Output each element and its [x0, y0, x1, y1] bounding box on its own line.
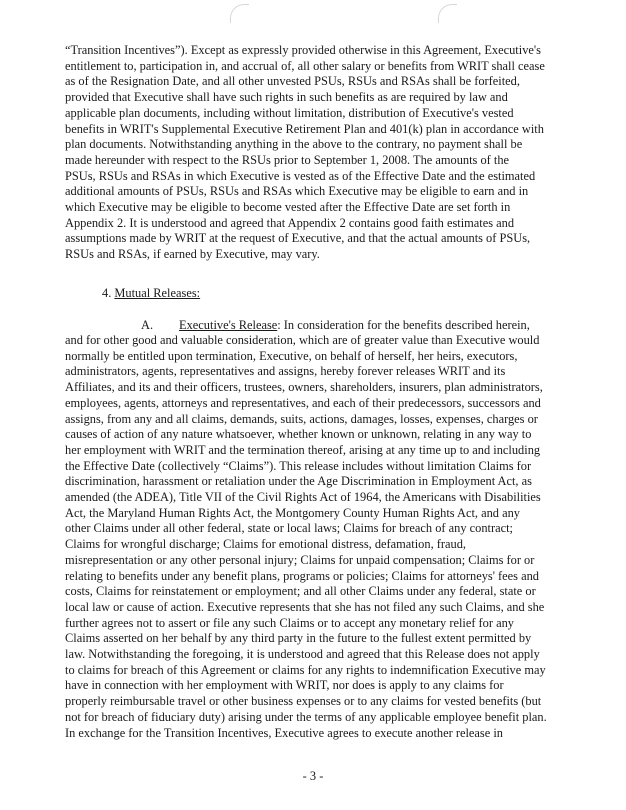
text-line: Act, the Maryland Human Rights Act, the Montgomery County Human Rights Act, and any — [65, 505, 520, 520]
text-line: assumptions made by WRIT at the request of Executive, and that the actual amounts of PSUs, — [65, 231, 531, 246]
text-line: and for other good and valuable consideration, which are of greater value than Executive would — [65, 333, 540, 347]
text-line: law. Notwithstanding the foregoing, it is understood and agreed that this Release does not apply — [65, 647, 540, 661]
text-line: “Transition Incentives”). Except as expressly provided otherwise in this Agreement, Executive's — [65, 43, 541, 57]
subsection-text: : In consideration for the benefits described herein, — [277, 318, 530, 332]
text-line: Claims for wrongful discharge; Claims for emotional distress, defamation, fraud, — [65, 537, 467, 552]
text-line: administrators, agents, representatives and assigns, hereby forever releases WRIT and its — [65, 364, 506, 379]
text-line: provided that Executive shall have such rights in such benefits as are required by law and — [65, 90, 508, 105]
text-line: properly reimbursable travel or other business expenses or to any claims for vested benefits (but — [65, 694, 542, 709]
text-line: assigns, from any and all claims, demands, suits, actions, damages, losses, expenses, charges or — [65, 411, 538, 426]
text-line: discrimination, harassment or retaliation under the Age Discrimination in Employment Act, as — [65, 474, 532, 489]
text-line: as of the Resignation Date, and all other unvested PSUs, RSUs and RSAs shall be forfeited, — [65, 74, 520, 89]
text-line: Affiliates, and its and their officers, trustees, owners, shareholders, insurers, plan administrators, — [65, 380, 543, 395]
text-line: employees, agents, attorneys and representatives, and each of their predecessors, successors and — [65, 395, 541, 410]
scan-mark — [438, 4, 457, 23]
section-heading — [102, 286, 200, 301]
text-line: costs, Claims for reinstatement or employment; and all other Claims under any federal, state or — [65, 584, 536, 599]
text-line: additional amounts of PSUs, RSUs and RSAs which Executive may be eligible to earn and in — [65, 184, 529, 199]
subsection-letter: A. — [141, 318, 154, 332]
subsection-title: Executive's Release — [179, 318, 278, 332]
page-number: - 3 - — [302, 769, 324, 783]
text-line: not for breach of fiduciary duty) arising under the terms of any applicable employee benefit plan. — [65, 709, 547, 724]
text-line: Claims asserted on her behalf by any third party in the future to the fullest extent permitted by — [65, 631, 532, 646]
text-line: PSUs, RSUs and RSAs in which Executive is vested as of the Effective Date and the estimated — [65, 168, 536, 183]
text-line: other Claims under all other federal, state or local laws; Claims for breach of any contract; — [65, 521, 513, 536]
section-number: 4. — [102, 286, 112, 300]
text-line: entitlement to, participation in, and accrual of, all other salary or benefits from WRIT shall cease — [65, 58, 545, 73]
text-line: further agrees not to assert or file any such Claims or to accept any monetary relief for any — [65, 615, 514, 630]
scan-mark — [230, 4, 249, 23]
text-line: In exchange for the Transition Incentives, Executive agrees to execute another release in — [65, 725, 503, 740]
text-line: made hereunder with respect to the RSUs prior to September 1, 2008. The amounts of the — [65, 152, 510, 167]
text-line: relating to benefits under any benefit plans, programs or policies; Claims for attorneys' fees and — [65, 568, 539, 583]
text-line: applicable plan documents, including without limitation, distribution of Executive's vested — [65, 105, 514, 120]
text-line: her employment with WRIT and the termination thereof, arising at any time up to and including — [65, 442, 541, 457]
text-line: the Effective Date (collectively “Claims”). This release includes without limitation Claims for — [65, 458, 532, 473]
text-line: benefits in WRIT's Supplemental Executive Retirement Plan and 401(k) plan in accordance with — [65, 121, 544, 136]
text-line: RSUs and RSAs, if earned by Executive, may vary. — [65, 247, 320, 262]
text-line: amended (the ADEA), Title VII of the Civil Rights Act of 1964, the Americans with Disabilities — [65, 490, 541, 504]
text-line: plan documents. Notwithstanding anything in the above to the contrary, no payment shall be — [65, 137, 523, 152]
subsection-first-line — [141, 318, 530, 333]
text-line: have in connection with her employment with WRIT, nor does is apply to any claims for — [65, 678, 504, 693]
text-line: misrepresentation or any other personal injury; Claims for unpaid compensation; Claims for or — [65, 552, 535, 567]
section-title: Mutual Releases: — [114, 286, 201, 300]
text-line: to claims for breach of this Agreement or claims for any rights to indemnification Executive may — [65, 662, 546, 677]
text-line: causes of action of any nature whatsoever, whether known or unknown, relating in any way to — [65, 427, 532, 442]
text-line: which Executive may be eligible to become vested after the Effective Date are set forth in — [65, 200, 511, 214]
text-line: local law or cause of action. Executive represents that she has not filed any such Claims, and she — [65, 599, 545, 614]
text-line: Appendix 2. It is understood and agreed that Appendix 2 contains good faith estimates and — [65, 215, 515, 230]
text-line: normally be entitled upon termination, Executive, on behalf of herself, her heirs, executors, — [65, 348, 518, 363]
